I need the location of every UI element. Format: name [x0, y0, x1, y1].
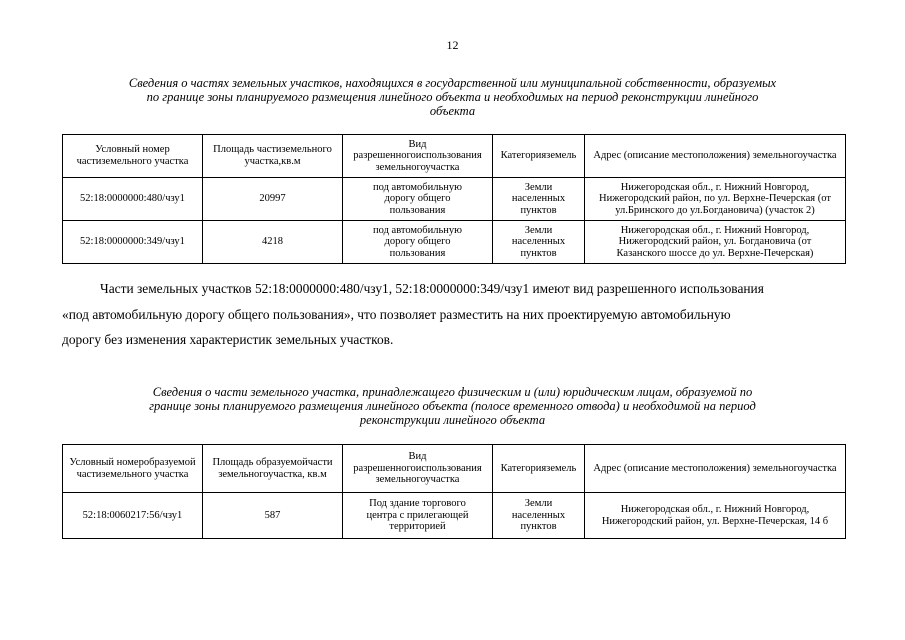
page-number: 12: [446, 38, 459, 52]
header-cell-use: Вид разрешенногоиспользования земельногоучастка: [343, 135, 493, 178]
paragraph-line: «под автомобильную дорогу общего пользования», что позволяет разместить на них проектируемую автомобильную: [62, 306, 731, 322]
table-header-row: [63, 445, 846, 493]
header-cell-number: Условный номер частиземельного участка: [63, 135, 203, 178]
caption-line: Сведения о части земельного участка, принадлежащего физическим и (или) юридическим лицам, образуемой по: [152, 385, 753, 399]
body-paragraph: [62, 276, 845, 353]
header-cell-address: Адрес (описание местоположения) земельногоучастка: [585, 135, 846, 178]
header-cell-area: Площадь частиземельного участка,кв.м: [203, 135, 343, 178]
cell-number: 52:18:0000000:480/чзу1: [63, 178, 203, 221]
table-row: [63, 493, 846, 539]
cell-area: 20997: [203, 178, 343, 221]
header-cell-category: Категорияземель: [493, 445, 585, 493]
section2-table: [62, 444, 846, 539]
cell-number: 52:18:0000000:349/чзу1: [63, 221, 203, 264]
section1-caption: [60, 76, 845, 118]
section1-table: [62, 134, 846, 264]
cell-use: под автомобильную дорогу общего пользования: [343, 178, 493, 221]
header-cell-use: Вид разрешенногоиспользования земельногоучастка: [343, 445, 493, 493]
header-cell-category: Категорияземель: [493, 135, 585, 178]
paragraph-line: Части земельных участков 52:18:0000000:480/чзу1, 52:18:0000000:349/чзу1 имеют вид разрешенного использования: [100, 281, 764, 296]
table-header-row: [63, 135, 846, 178]
caption-line: реконструкции линейного объекта: [359, 413, 546, 427]
cell-number: 52:18:0060217:56/чзу1: [63, 493, 203, 539]
cell-use: Под здание торгового центра с прилегающей территорией: [343, 493, 493, 539]
cell-area: 587: [203, 493, 343, 539]
caption-line: объекта: [429, 104, 476, 118]
header-cell-address: Адрес (описание местоположения) земельногоучастка: [585, 445, 846, 493]
cell-category: Земли населенных пунктов: [493, 178, 585, 221]
cell-category: Земли населенных пунктов: [493, 221, 585, 264]
cell-address: Нижегородская обл., г. Нижний Новгород, Нижегородский район, ул. Богдановича (от Казанского шоссе до ул. Верхне-Печерская): [585, 221, 846, 264]
cell-address: Нижегородская обл., г. Нижний Новгород, Нижегородский район, по ул. Верхне-Печерская (от ул.Бринского до ул.Богдановича) (участок 2): [585, 178, 846, 221]
caption-line: по границе зоны планируемого размещения линейного объекта и необходимых на период реконструкции линейного: [146, 90, 759, 104]
caption-line: Сведения о частях земельных участков, находящихся в государственной или муниципальной собственности, образуемых: [128, 76, 777, 90]
table-row: [63, 178, 846, 221]
section2-caption: [60, 385, 845, 427]
cell-use: под автомобильную дорогу общего пользования: [343, 221, 493, 264]
paragraph-line: дорогу без изменения характеристик земельных участков.: [62, 332, 394, 347]
caption-line: границе зоны планируемого размещения линейного объекта (полосе временного отвода) и необходимой на период: [149, 399, 756, 413]
cell-category: Земли населенных пунктов: [493, 493, 585, 539]
table-row: [63, 221, 846, 264]
cell-area: 4218: [203, 221, 343, 264]
header-cell-area: Площадь образуемойчасти земельногоучастка, кв.м: [203, 445, 343, 493]
header-cell-number: Условный номеробразуемой частиземельного участка: [63, 445, 203, 493]
cell-address: Нижегородская обл., г. Нижний Новгород, Нижегородский район, ул. Верхне-Печерская, 14 б: [585, 493, 846, 539]
